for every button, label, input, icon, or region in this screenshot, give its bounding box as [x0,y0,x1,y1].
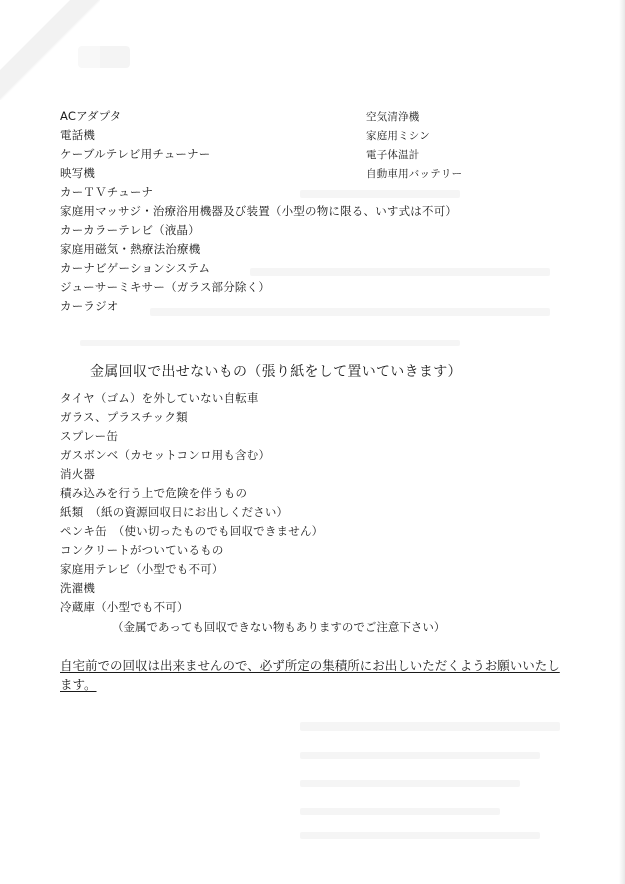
list-item: 映写機 [60,166,96,180]
list-item: 積み込みを行う上で危険を伴うもの [60,486,248,500]
bleed-through-mark [300,832,540,839]
list-item: カーナビゲーションシステム [60,261,211,275]
scan-right-edge [619,0,625,884]
accepted-items-right-list [366,108,462,184]
list-item: ペンキ缶 （使い切ったものでも回収できません） [60,524,324,538]
list-item: 空気清浄機 [366,111,420,123]
caution-note: （金属であっても回収できない物もありますのでご注意下さい） [112,620,446,634]
scan-corner [0,0,70,70]
list-item: コンクリートがついているもの [60,543,224,557]
list-item: 洗濯機 [60,581,96,595]
bleed-through-mark [300,722,560,731]
list-item: ガスボンベ（カセットコンロ用も含む） [60,448,271,462]
list-item: カーカラーテレビ（液晶） [60,223,200,237]
bleed-through-mark [300,752,540,759]
list-item: 家庭用テレビ（小型でも不可） [60,562,224,576]
list-item: スプレー缶 [60,429,119,443]
list-item: 消火器 [60,467,96,481]
list-item: 電話機 [60,128,96,142]
bleed-through-mark [80,340,460,346]
list-item: ケーブルテレビ用チューナー [60,147,211,161]
list-item: ガラス、プラスチック類 [60,410,188,424]
not-accepted-items-list [60,389,323,617]
list-item: 自動車用バッテリー [366,168,463,180]
list-item: タイヤ（ゴム）を外していない自転車 [60,391,259,405]
list-item: 家庭用ミシン [366,130,430,142]
list-item: ACアダプタ [60,109,122,123]
section-title: 金属回収で出せないもの（張り紙をして置いていきます） [90,364,462,380]
list-item: カーラジオ [60,299,119,313]
collection-notice: 自宅前での回収は出来ませんので、必ず所定の集積所にお出しいただくようお願いいたします。 [60,658,560,692]
list-item: カーＴＶチューナ [60,185,154,199]
bleed-through-mark [300,780,520,787]
list-item: 家庭用磁気・熱療法治療機 [60,242,201,256]
list-item: 紙類 （紙の資源回収日にお出しください） [60,505,289,519]
list-item: 家庭用マッサジ・治療浴用機器及び装置（小型の物に限る、いす式は不可） [60,204,458,218]
list-item: 電子体温計 [366,149,420,161]
list-item: ジューサーミキサー（ガラス部分除く） [60,280,271,294]
bleed-through-mark [300,808,500,815]
list-item: 冷蔵庫（小型でも不可） [60,600,189,614]
